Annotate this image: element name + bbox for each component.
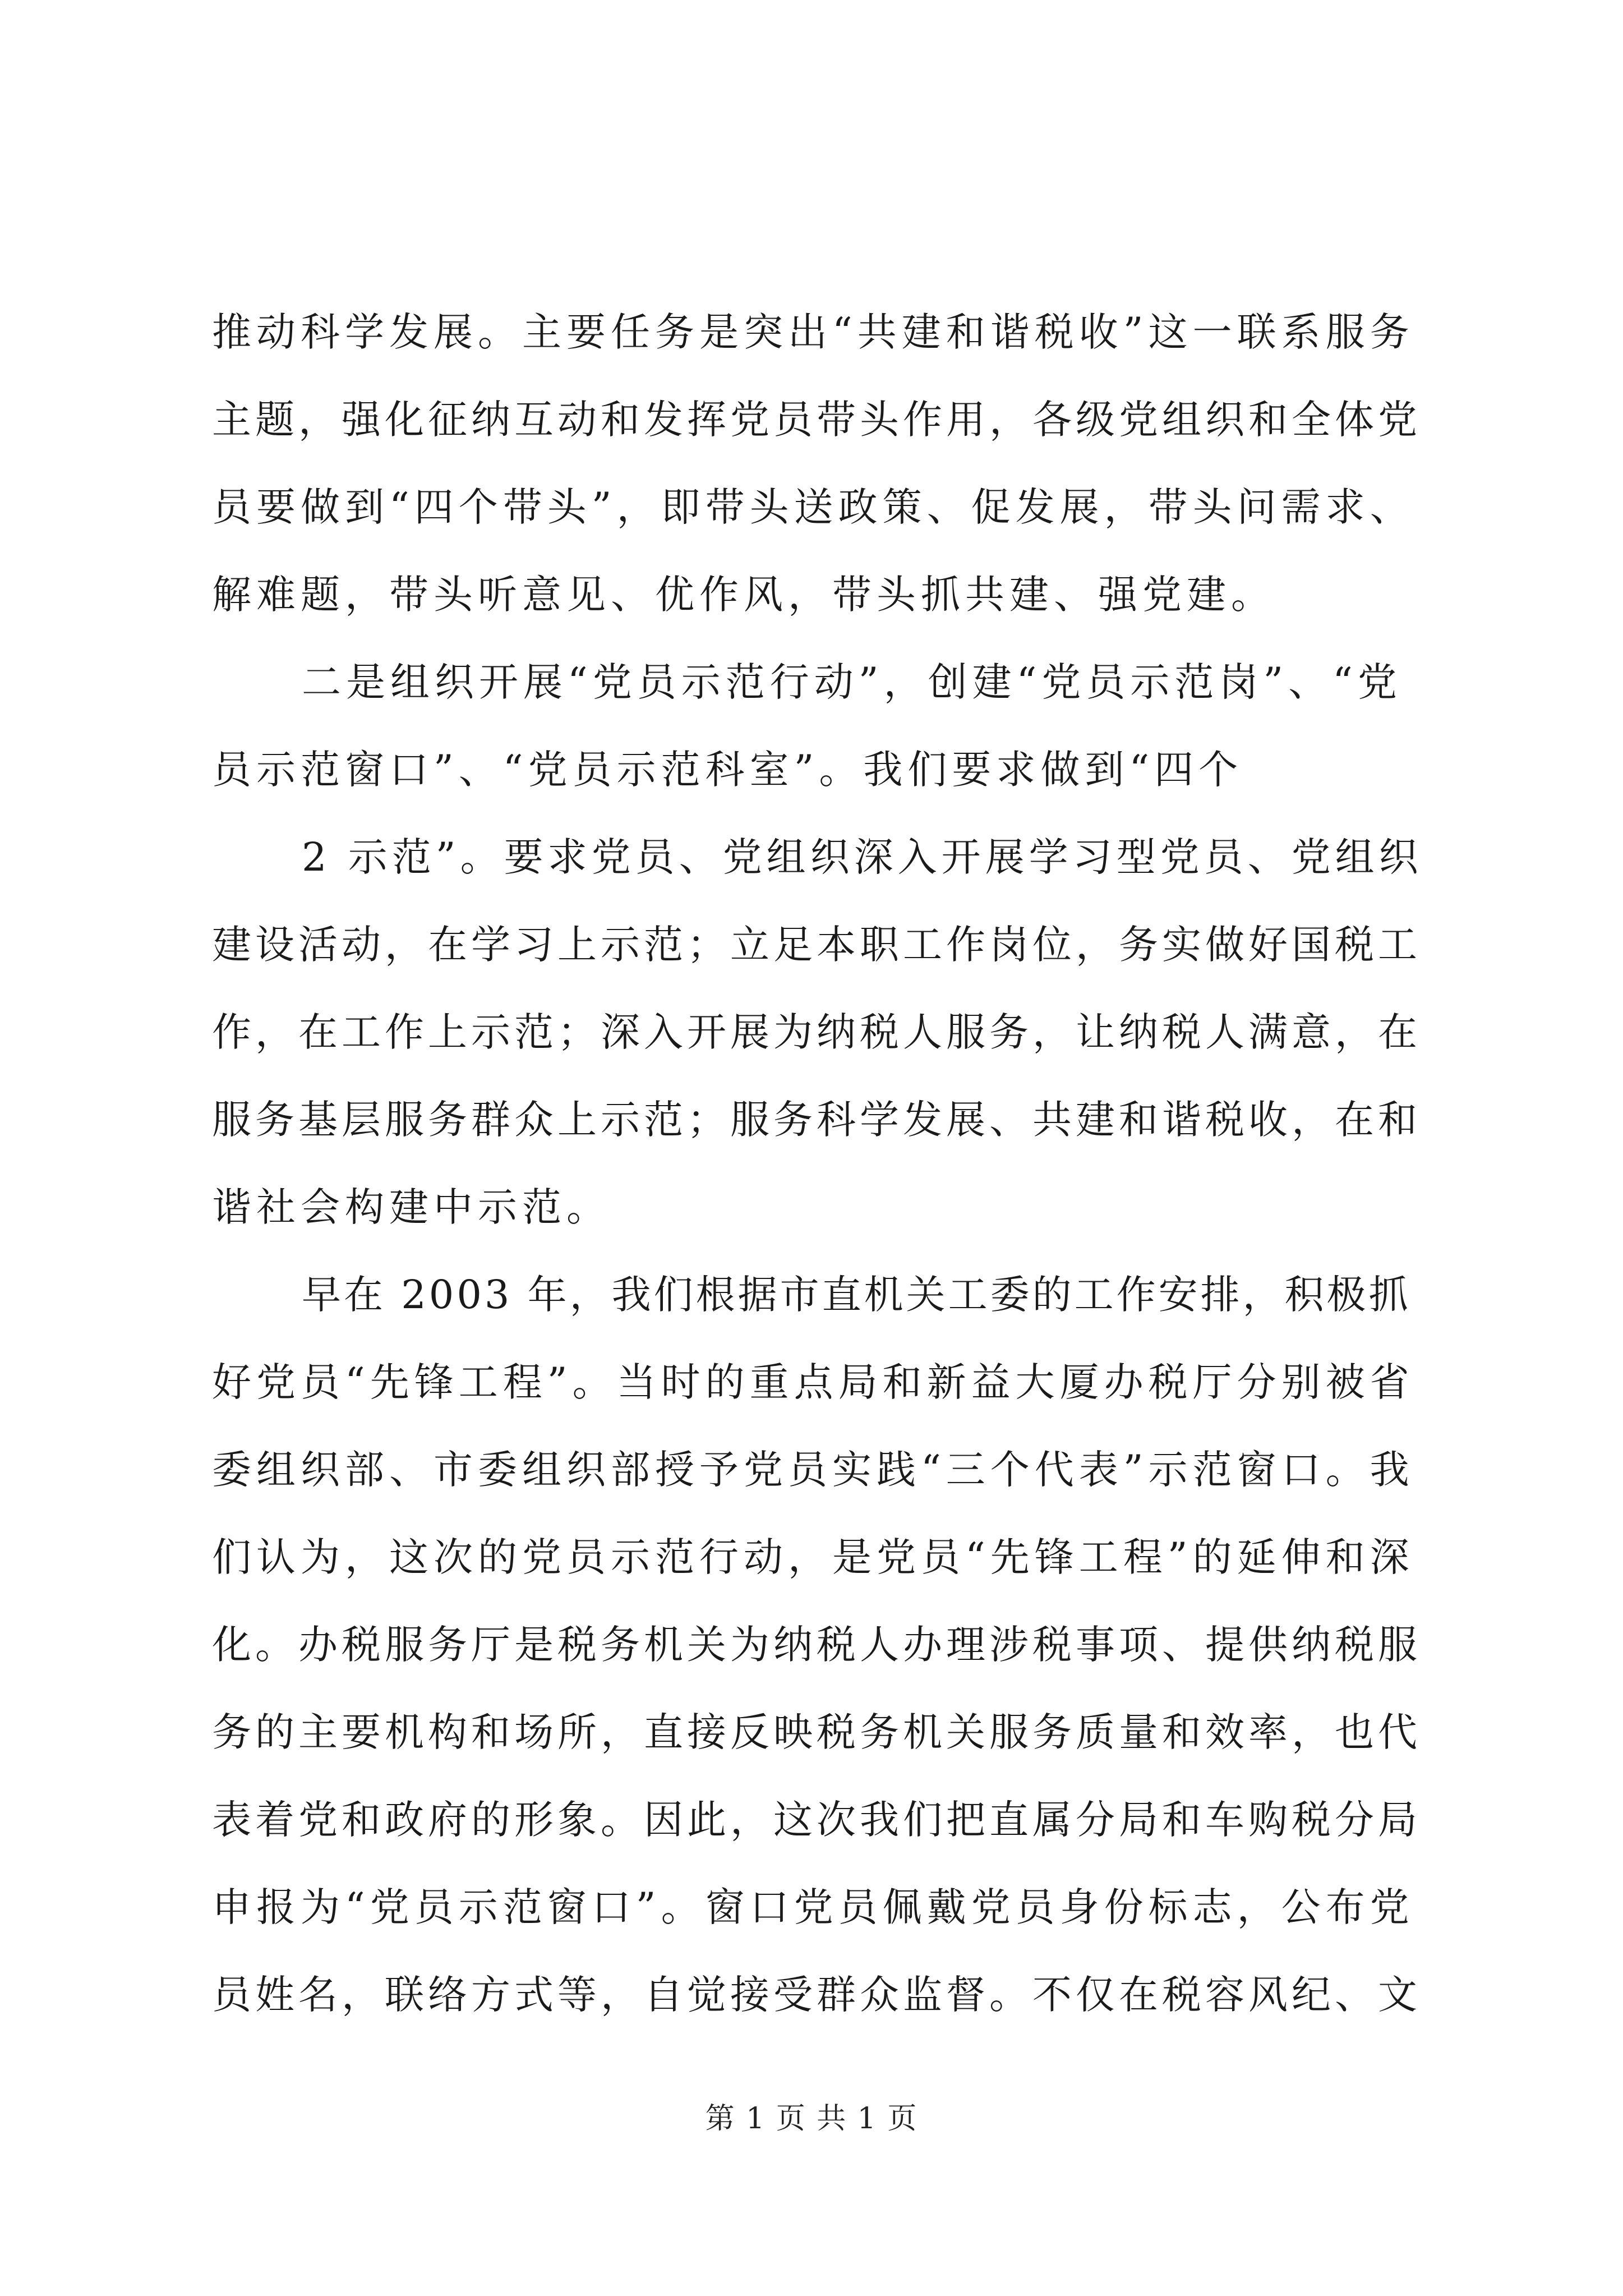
text-line: 早在 2003 年，我们根据市直机关工委的工作安排，积极抓	[302, 1272, 1411, 1318]
text-line: 主题，强化征纳互动和发挥党员带头作用，各级党组织和全体党	[212, 397, 1421, 443]
text-line: 建设活动，在学习上示范；立足本职工作岗位，务实做好国税工	[212, 922, 1421, 968]
text-line: 2 示范”。要求党员、党组织深入开展学习型党员、党组织	[302, 834, 1423, 880]
text-line: 员示范窗口”、“党员示范科室”。我们要求做到“四个	[212, 747, 1243, 793]
text-line: 作，在工作上示范；深入开展为纳税人服务，让纳税人满意，在	[212, 1009, 1421, 1055]
text-line: 申报为“党员示范窗口”。窗口党员佩戴党员身份标志，公布党	[212, 1884, 1414, 1930]
text-line: 谐社会构建中示范。	[212, 1184, 611, 1230]
text-line: 解难题，带头听意见、优作风，带头抓共建、强党建。	[212, 572, 1275, 618]
text-line: 委组织部、市委组织部授予党员实践“三个代表”示范窗口。我	[212, 1447, 1414, 1493]
text-line: 化。办税服务厅是税务机关为纳税人办理涉税事项、提供纳税服	[212, 1622, 1421, 1668]
text-line: 员姓名，联络方式等，自觉接受群众监督。不仅在税容风纪、文	[212, 1972, 1421, 2018]
text-line: 表着党和政府的形象。因此，这次我们把直属分局和车购税分局	[212, 1797, 1421, 1843]
text-line: 员要做到“四个带头”，即带头送政策、促发展，带头问需求、	[212, 484, 1414, 530]
text-line: 们认为，这次的党员示范行动，是党员“先锋工程”的延伸和深	[212, 1534, 1414, 1580]
text-line: 推动科学发展。主要任务是突出“共建和谐税收”这一联系服务	[212, 309, 1414, 355]
text-line: 服务基层服务群众上示范；服务科学发展、共建和谐税收，在和	[212, 1097, 1421, 1143]
page-footer: 第 1 页 共 1 页	[705, 2102, 918, 2136]
text-line: 务的主要机构和场所，直接反映税务机关服务质量和效率，也代	[212, 1709, 1421, 1755]
text-line: 二是组织开展“党员示范行动”，创建“党员示范岗”、“党	[302, 659, 1402, 705]
text-line: 好党员“先锋工程”。当时的重点局和新益大厦办税厅分别被省	[212, 1359, 1414, 1405]
